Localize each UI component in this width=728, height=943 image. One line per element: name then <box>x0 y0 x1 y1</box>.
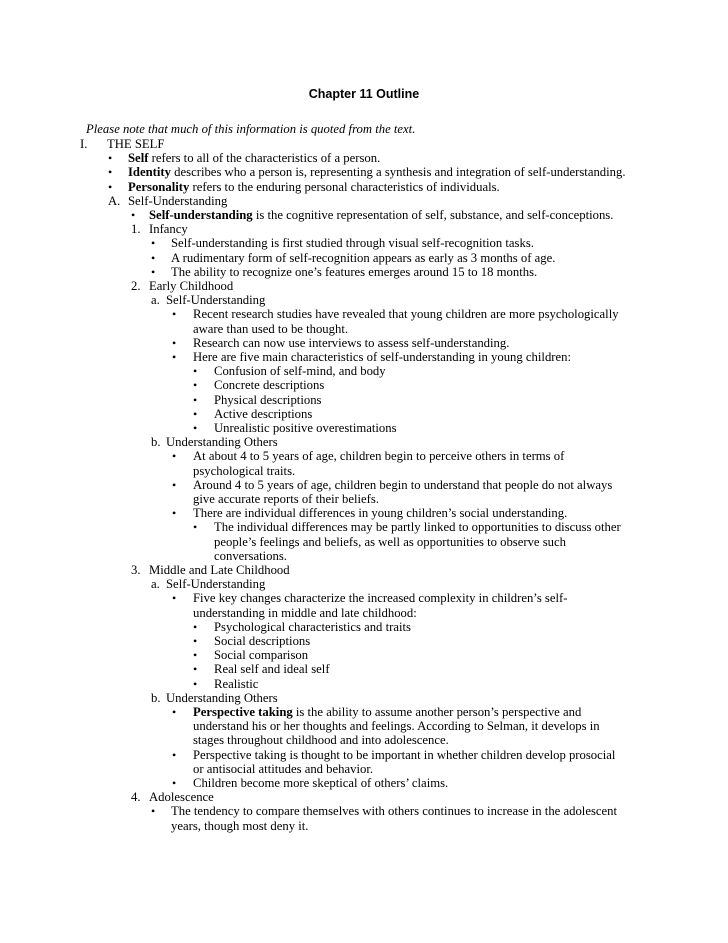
key-term: Self-understanding <box>149 208 253 222</box>
line-text: Middle and Late Childhood <box>149 563 290 577</box>
outline-marker: I. <box>80 137 88 151</box>
outline-marker: a. <box>151 293 160 308</box>
bullet-marker: • <box>172 477 177 492</box>
outline-text <box>171 265 537 279</box>
bullet-marker: • <box>172 776 177 790</box>
line-text: aware than used to be thought. <box>193 321 349 336</box>
bullet-marker: • <box>193 648 198 663</box>
line-text: or antisocial attitudes and behavior. <box>193 761 374 776</box>
key-term: Perspective taking <box>193 705 293 719</box>
outline-text <box>193 748 615 762</box>
line-text: Realistic <box>214 676 259 691</box>
line-text: Social comparison <box>214 648 309 663</box>
line-text: Active descriptions <box>214 406 313 421</box>
line-text: Understanding Others <box>166 690 278 705</box>
line-text: Five key changes characterize the increased complexity in children’s self- <box>193 591 568 606</box>
bullet-marker: • <box>172 307 177 322</box>
outline-marker: b. <box>151 690 161 705</box>
outline-marker: 2. <box>131 279 141 293</box>
line-text: Self-Understanding <box>128 193 228 208</box>
outline-marker: 1. <box>131 222 141 237</box>
bullet-marker: • <box>172 335 177 350</box>
outline-text <box>193 733 449 747</box>
outline-marker: b. <box>151 435 161 450</box>
bullet-marker: • <box>151 804 156 819</box>
outline-text <box>149 563 290 577</box>
bullet-marker: • <box>151 264 156 279</box>
line-text: The individual differences may be partly linked to opportunities to discuss other <box>214 520 621 535</box>
outline-text <box>214 364 386 378</box>
outline-marker: a. <box>151 577 160 592</box>
bullet-marker: • <box>193 406 198 421</box>
line-text: Self-understanding is first studied through visual self-recognition tasks. <box>171 236 534 251</box>
line-text: Recent research studies have revealed that young children are more psychologically <box>193 307 619 322</box>
line-text: Psychological characteristics and traits <box>214 619 411 634</box>
line-text: Unrealistic positive overestimations <box>214 421 397 435</box>
outline-text <box>214 421 397 435</box>
bullet-marker: • <box>108 165 113 180</box>
line-text: refers to all of the characteristics of a person. <box>148 151 381 166</box>
outline-text <box>166 691 278 705</box>
line-text: Research can now use interviews to assess self-understanding. <box>193 335 510 350</box>
outline-text <box>149 279 233 293</box>
outline-text <box>193 464 295 478</box>
outline-text <box>193 719 600 733</box>
line-text: THE SELF <box>107 137 165 151</box>
outline-text <box>214 549 287 563</box>
outline-text <box>171 236 534 250</box>
line-text: A rudimentary form of self-recognition appears as early as 3 months of age. <box>171 250 556 265</box>
outline-text <box>193 307 619 321</box>
bullet-marker: • <box>193 392 198 407</box>
outline-text <box>149 790 214 804</box>
line-text: Physical descriptions <box>214 392 322 407</box>
line-text: Children become more skeptical of others’ claims. <box>193 776 449 790</box>
bullet-marker: • <box>193 676 198 691</box>
outline-text <box>193 506 567 520</box>
line-text: Infancy <box>149 222 188 237</box>
line-text: Understanding Others <box>166 435 278 450</box>
line-text: people’s feelings and beliefs, as well as opportunities to observe such <box>214 534 566 549</box>
line-text: Self-Understanding <box>166 293 266 308</box>
outline-text <box>166 577 265 591</box>
bullet-marker: • <box>193 421 198 435</box>
outline-text <box>214 520 621 534</box>
outline-text <box>171 251 555 265</box>
bullet-marker: • <box>108 179 113 194</box>
line-text: is the cognitive representation of self, substance, and self-conceptions. <box>252 208 614 222</box>
line-text: conversations. <box>214 548 287 563</box>
bullet-marker: • <box>193 364 198 379</box>
bullet-marker: • <box>108 151 113 166</box>
bullet-marker: • <box>151 250 156 265</box>
line-text: The tendency to compare themselves with others continues to increase in the adolescent <box>171 804 618 819</box>
line-text: Confusion of self-mind, and body <box>214 364 386 379</box>
line-text: Concrete descriptions <box>214 378 325 393</box>
outline-text <box>128 151 380 165</box>
bullet-marker: • <box>172 350 177 364</box>
key-term: Self <box>128 151 149 166</box>
outline-marker: A. <box>108 193 121 208</box>
line-text: understand his or her thoughts and feelings. According to Selman, it develops in <box>193 719 600 734</box>
line-text: Here are five main characteristics of self-understanding in young children: <box>193 350 572 364</box>
bullet-marker: • <box>172 705 177 719</box>
line-text: understanding in middle and late childhood: <box>193 605 417 620</box>
line-text: Early Childhood <box>149 279 234 293</box>
outline-text <box>214 620 411 634</box>
line-text: The ability to recognize one’s features emerges around 15 to 18 months. <box>171 264 538 279</box>
outline-text <box>214 677 258 691</box>
bullet-marker: • <box>193 378 198 393</box>
outline-text <box>214 393 321 407</box>
outline-marker: 3. <box>131 563 141 577</box>
line-text: is the ability to assume another person’s perspective and <box>292 705 582 719</box>
outline-text <box>193 478 612 492</box>
outline-text <box>214 535 566 549</box>
bullet-marker: • <box>151 236 156 251</box>
line-text: years, though most deny it. <box>171 818 309 833</box>
line-text: give accurate reports of their beliefs. <box>193 492 379 506</box>
outline-text <box>166 435 278 449</box>
bullet-marker: • <box>193 662 198 677</box>
line-text: refers to the enduring personal characteristics of individuals. <box>189 179 500 194</box>
outline-text <box>193 762 373 776</box>
outline-text <box>128 180 500 194</box>
bullet-marker: • <box>193 520 198 535</box>
bullet-marker: • <box>172 747 177 762</box>
outline-text <box>214 378 324 392</box>
line-text: Adolescence <box>149 790 214 805</box>
outline-text <box>166 293 265 307</box>
line-text: At about 4 to 5 years of age, children begin to perceive others in terms of <box>193 449 565 464</box>
outline-text <box>107 137 164 151</box>
bullet-marker: • <box>172 449 177 464</box>
outline-text <box>193 336 509 350</box>
line-text: Social descriptions <box>214 634 311 648</box>
outline-text <box>171 804 617 818</box>
line-text: Self-Understanding <box>166 577 266 592</box>
outline-text <box>193 322 348 336</box>
outline-text <box>171 819 308 833</box>
outline-text <box>214 662 330 676</box>
document-title: Chapter 11 Outline <box>308 87 420 101</box>
outline-text <box>128 165 626 179</box>
outline-text <box>193 606 417 620</box>
line-text: There are individual differences in young children’s social understanding. <box>193 506 568 521</box>
key-term: Personality <box>128 179 190 194</box>
outline-text <box>193 705 581 719</box>
outline-text <box>193 350 571 364</box>
line-text: Real self and ideal self <box>214 662 330 677</box>
outline-marker: 4. <box>131 790 141 805</box>
bullet-marker: • <box>193 619 198 634</box>
bullet-marker: • <box>172 506 177 521</box>
outline-text <box>193 776 448 790</box>
outline-text <box>214 648 308 662</box>
outline-text <box>193 492 379 506</box>
outline-text <box>193 449 564 463</box>
line-text: Perspective taking is thought to be important in whether children develop prosocial <box>193 747 616 762</box>
outline-text <box>128 194 227 208</box>
line-text: psychological traits. <box>193 463 296 478</box>
outline-text <box>214 634 310 648</box>
outline-text <box>214 407 312 421</box>
outline-text <box>149 222 188 236</box>
key-term: Identity <box>128 165 171 180</box>
bullet-marker: • <box>131 208 136 222</box>
line-text: Around 4 to 5 years of age, children begin to understand that people do not always <box>193 477 613 492</box>
bullet-marker: • <box>193 634 198 648</box>
quote-note-text: Please note that much of this information is quoted from the text. <box>86 122 416 136</box>
outline-text <box>149 208 613 222</box>
line-text: describes who a person is, representing a synthesis and integration of self-understanding. <box>171 165 626 180</box>
line-text: stages throughout childhood and into adolescence. <box>193 733 449 748</box>
outline-text <box>193 591 567 605</box>
bullet-marker: • <box>172 591 177 606</box>
